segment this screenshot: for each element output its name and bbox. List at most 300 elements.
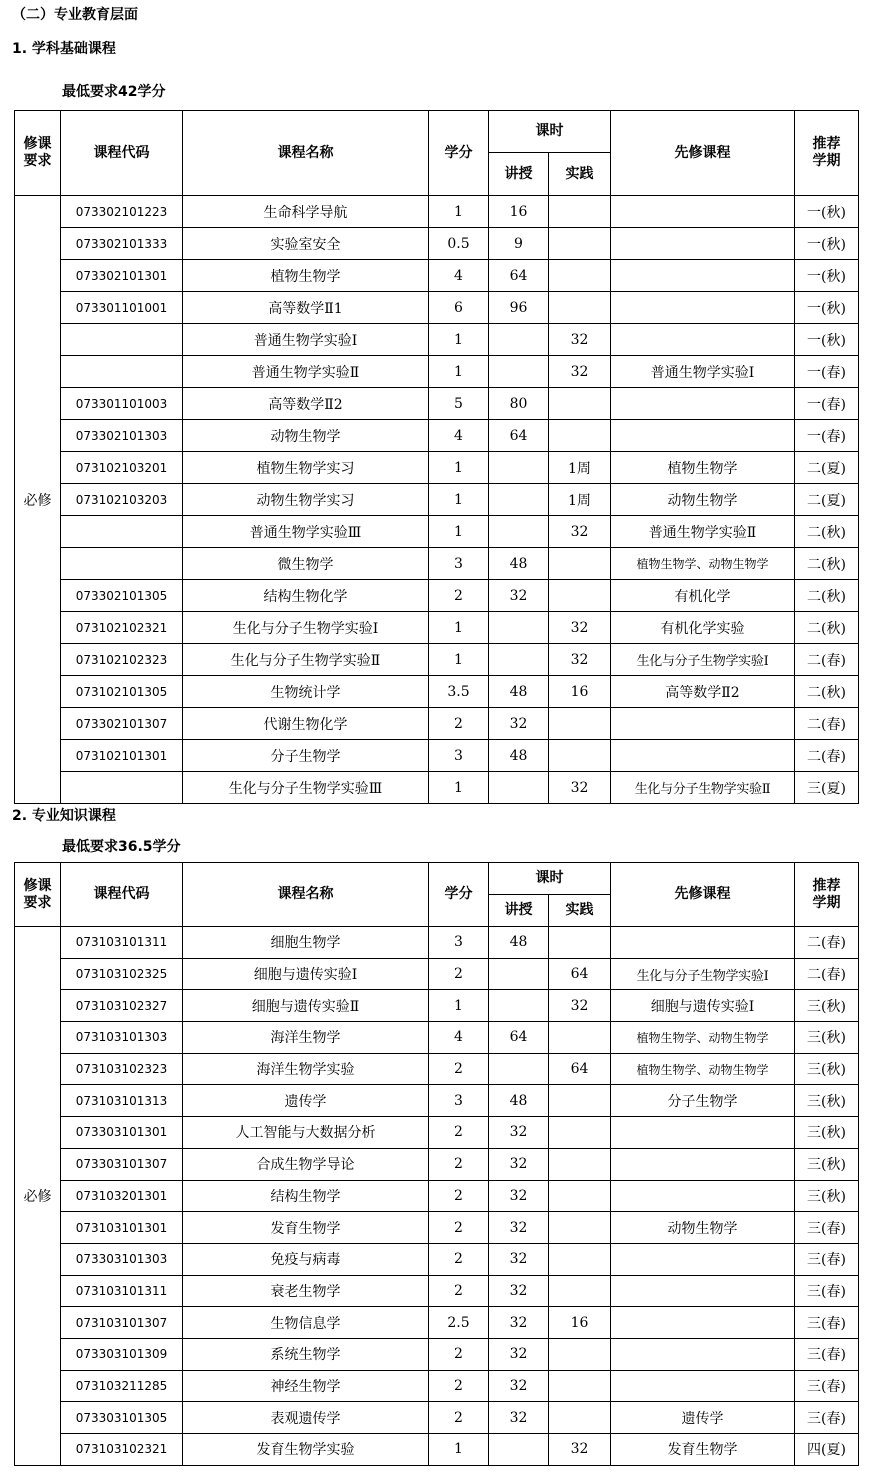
course-practice-hours: 32 bbox=[549, 356, 611, 388]
table-row bbox=[15, 1434, 859, 1466]
course-lecture-hours bbox=[489, 484, 549, 516]
table-row bbox=[15, 927, 859, 959]
course-prereq bbox=[611, 1338, 795, 1370]
course-credits: 1 bbox=[429, 516, 489, 548]
course-practice-hours: 32 bbox=[549, 772, 611, 804]
course-credits: 1 bbox=[429, 990, 489, 1022]
course-name: 植物生物学 bbox=[183, 260, 429, 292]
course-lecture-hours: 32 bbox=[489, 1402, 549, 1434]
course-practice-hours bbox=[549, 1402, 611, 1434]
course-name: 结构生物化学 bbox=[183, 580, 429, 612]
course-name: 生化与分子生物学实验Ⅲ bbox=[183, 772, 429, 804]
course-lecture-hours: 16 bbox=[489, 196, 549, 228]
col-hours: 课时 bbox=[489, 111, 611, 153]
course-name: 海洋生物学实验 bbox=[183, 1053, 429, 1085]
course-lecture-hours bbox=[489, 644, 549, 676]
course-term: 一(秋) bbox=[795, 228, 859, 260]
course-credits: 2 bbox=[429, 1180, 489, 1212]
course-lecture-hours: 9 bbox=[489, 228, 549, 260]
course-term: 三(春) bbox=[795, 1402, 859, 1434]
course-lecture-hours: 32 bbox=[489, 1307, 549, 1339]
course-lecture-hours: 32 bbox=[489, 1212, 549, 1244]
course-code: 073102103201 bbox=[61, 452, 183, 484]
course-name: 表观遗传学 bbox=[183, 1402, 429, 1434]
course-credits: 2 bbox=[429, 1370, 489, 1402]
course-name: 普通生物学实验Ⅱ bbox=[183, 356, 429, 388]
table-row bbox=[15, 1307, 859, 1339]
course-credits: 1 bbox=[429, 1434, 489, 1466]
course-name: 生化与分子生物学实验Ⅰ bbox=[183, 612, 429, 644]
course-term: 三(秋) bbox=[795, 990, 859, 1022]
course-term: 一(春) bbox=[795, 356, 859, 388]
course-name: 衰老生物学 bbox=[183, 1275, 429, 1307]
course-practice-hours bbox=[549, 708, 611, 740]
course-practice-hours bbox=[549, 580, 611, 612]
course-credits: 4 bbox=[429, 1022, 489, 1054]
col-code: 课程代码 bbox=[61, 111, 183, 196]
course-practice-hours bbox=[549, 548, 611, 580]
course-name: 发育生物学实验 bbox=[183, 1434, 429, 1466]
course-code: 073103101311 bbox=[61, 927, 183, 959]
course-credits: 3 bbox=[429, 740, 489, 772]
course-prereq: 生化与分子生物学实验Ⅰ bbox=[611, 644, 795, 676]
col-lecture: 讲授 bbox=[489, 895, 549, 927]
course-lecture-hours: 32 bbox=[489, 1117, 549, 1149]
col-term: 推荐 学期 bbox=[795, 863, 859, 927]
course-credits: 1 bbox=[429, 644, 489, 676]
course-practice-hours: 1周 bbox=[549, 452, 611, 484]
course-code: 073102102323 bbox=[61, 644, 183, 676]
table-row bbox=[15, 740, 859, 772]
course-name: 海洋生物学 bbox=[183, 1022, 429, 1054]
course-prereq bbox=[611, 196, 795, 228]
col-practice: 实践 bbox=[549, 153, 611, 196]
course-lecture-hours: 32 bbox=[489, 1370, 549, 1402]
course-practice-hours: 32 bbox=[549, 612, 611, 644]
course-lecture-hours bbox=[489, 356, 549, 388]
course-name: 生命科学导航 bbox=[183, 196, 429, 228]
course-credits: 3 bbox=[429, 927, 489, 959]
table-row bbox=[15, 1148, 859, 1180]
table-row bbox=[15, 228, 859, 260]
table-row bbox=[15, 260, 859, 292]
course-name: 细胞生物学 bbox=[183, 927, 429, 959]
course-code: 073302101307 bbox=[61, 708, 183, 740]
course-term: 三(春) bbox=[795, 1243, 859, 1275]
course-lecture-hours bbox=[489, 612, 549, 644]
table-row bbox=[15, 292, 859, 324]
course-lecture-hours: 48 bbox=[489, 676, 549, 708]
table-row bbox=[15, 356, 859, 388]
course-lecture-hours: 64 bbox=[489, 1022, 549, 1054]
course-code: 073103101307 bbox=[61, 1307, 183, 1339]
course-term: 三(春) bbox=[795, 1212, 859, 1244]
course-lecture-hours: 64 bbox=[489, 260, 549, 292]
course-prereq: 植物生物学、动物生物学 bbox=[611, 1053, 795, 1085]
table-row bbox=[15, 388, 859, 420]
course-lecture-hours: 32 bbox=[489, 1338, 549, 1370]
course-lecture-hours bbox=[489, 1434, 549, 1466]
course-name: 生化与分子生物学实验Ⅱ bbox=[183, 644, 429, 676]
course-prereq bbox=[611, 228, 795, 260]
course-code bbox=[61, 516, 183, 548]
course-term: 三(春) bbox=[795, 1370, 859, 1402]
course-prereq: 动物生物学 bbox=[611, 484, 795, 516]
course-prereq bbox=[611, 1148, 795, 1180]
course-code: 073103101311 bbox=[61, 1275, 183, 1307]
course-prereq: 高等数学Ⅱ2 bbox=[611, 676, 795, 708]
course-credits: 1 bbox=[429, 484, 489, 516]
table-row bbox=[15, 772, 859, 804]
course-term: 一(秋) bbox=[795, 196, 859, 228]
course-code: 073103101301 bbox=[61, 1212, 183, 1244]
course-credits: 1 bbox=[429, 612, 489, 644]
course-practice-hours bbox=[549, 1370, 611, 1402]
table-row bbox=[15, 548, 859, 580]
course-credits: 5 bbox=[429, 388, 489, 420]
course-prereq: 动物生物学 bbox=[611, 1212, 795, 1244]
course-lecture-hours bbox=[489, 772, 549, 804]
table-row bbox=[15, 1117, 859, 1149]
course-code: 073103102327 bbox=[61, 990, 183, 1022]
course-credits: 1 bbox=[429, 452, 489, 484]
course-credits: 2.5 bbox=[429, 1307, 489, 1339]
col-requirement: 修课 要求 bbox=[15, 111, 61, 196]
course-code bbox=[61, 356, 183, 388]
course-code: 073103201301 bbox=[61, 1180, 183, 1212]
course-term: 二(夏) bbox=[795, 484, 859, 516]
course-term: 三(春) bbox=[795, 1275, 859, 1307]
course-practice-hours: 32 bbox=[549, 516, 611, 548]
course-prereq: 分子生物学 bbox=[611, 1085, 795, 1117]
course-credits: 2 bbox=[429, 1338, 489, 1370]
course-prereq bbox=[611, 260, 795, 292]
course-name: 免疫与病毒 bbox=[183, 1243, 429, 1275]
foundation-course-table bbox=[14, 110, 859, 804]
col-code: 课程代码 bbox=[61, 863, 183, 927]
course-lecture-hours bbox=[489, 958, 549, 990]
course-practice-hours: 16 bbox=[549, 676, 611, 708]
course-practice-hours bbox=[549, 927, 611, 959]
course-term: 三(秋) bbox=[795, 1148, 859, 1180]
course-code: 073302101303 bbox=[61, 420, 183, 452]
course-prereq bbox=[611, 420, 795, 452]
course-code: 073102103203 bbox=[61, 484, 183, 516]
course-code: 073103102323 bbox=[61, 1053, 183, 1085]
course-name: 微生物学 bbox=[183, 548, 429, 580]
course-lecture-hours: 32 bbox=[489, 1180, 549, 1212]
course-term: 二(秋) bbox=[795, 580, 859, 612]
course-lecture-hours bbox=[489, 324, 549, 356]
course-name: 人工智能与大数据分析 bbox=[183, 1117, 429, 1149]
course-name: 结构生物学 bbox=[183, 1180, 429, 1212]
course-term: 一(秋) bbox=[795, 292, 859, 324]
table-row bbox=[15, 1053, 859, 1085]
course-practice-hours bbox=[549, 228, 611, 260]
course-lecture-hours bbox=[489, 1053, 549, 1085]
course-code: 073103211285 bbox=[61, 1370, 183, 1402]
col-lecture: 讲授 bbox=[489, 153, 549, 196]
course-prereq: 植物生物学、动物生物学 bbox=[611, 1022, 795, 1054]
table-row bbox=[15, 452, 859, 484]
course-lecture-hours bbox=[489, 452, 549, 484]
course-code bbox=[61, 548, 183, 580]
table-row bbox=[15, 676, 859, 708]
table-row bbox=[15, 1180, 859, 1212]
table-row bbox=[15, 958, 859, 990]
part1-min-requirement: 最低要求42学分 bbox=[62, 84, 166, 100]
course-prereq bbox=[611, 1275, 795, 1307]
col-credits: 学分 bbox=[429, 863, 489, 927]
course-credits: 2 bbox=[429, 958, 489, 990]
course-prereq bbox=[611, 1180, 795, 1212]
course-code: 073102102321 bbox=[61, 612, 183, 644]
course-code: 073302101305 bbox=[61, 580, 183, 612]
table-row bbox=[15, 612, 859, 644]
course-practice-hours bbox=[549, 1243, 611, 1275]
course-prereq bbox=[611, 388, 795, 420]
course-prereq: 植物生物学、动物生物学 bbox=[611, 548, 795, 580]
table-row bbox=[15, 324, 859, 356]
table-row bbox=[15, 708, 859, 740]
course-prereq: 普通生物学实验Ⅰ bbox=[611, 356, 795, 388]
course-practice-hours bbox=[549, 1212, 611, 1244]
course-name: 植物生物学实习 bbox=[183, 452, 429, 484]
course-code bbox=[61, 772, 183, 804]
course-name: 发育生物学 bbox=[183, 1212, 429, 1244]
course-credits: 2 bbox=[429, 1243, 489, 1275]
course-lecture-hours: 64 bbox=[489, 420, 549, 452]
course-credits: 1 bbox=[429, 324, 489, 356]
course-name: 系统生物学 bbox=[183, 1338, 429, 1370]
course-term: 三(秋) bbox=[795, 1053, 859, 1085]
course-credits: 1 bbox=[429, 772, 489, 804]
course-lecture-hours: 32 bbox=[489, 708, 549, 740]
course-lecture-hours: 80 bbox=[489, 388, 549, 420]
requirement-cell: 必修 bbox=[15, 927, 61, 1466]
course-prereq bbox=[611, 324, 795, 356]
course-practice-hours bbox=[549, 260, 611, 292]
table-row bbox=[15, 196, 859, 228]
course-code bbox=[61, 324, 183, 356]
col-name: 课程名称 bbox=[183, 863, 429, 927]
course-code: 073303101309 bbox=[61, 1338, 183, 1370]
course-prereq bbox=[611, 927, 795, 959]
table-row bbox=[15, 1212, 859, 1244]
course-prereq: 发育生物学 bbox=[611, 1434, 795, 1466]
table-row bbox=[15, 484, 859, 516]
course-practice-hours: 1周 bbox=[549, 484, 611, 516]
table-row bbox=[15, 1243, 859, 1275]
course-term: 二(秋) bbox=[795, 676, 859, 708]
course-prereq: 有机化学实验 bbox=[611, 612, 795, 644]
course-code: 073303101305 bbox=[61, 1402, 183, 1434]
course-lecture-hours: 48 bbox=[489, 740, 549, 772]
course-prereq: 生化与分子生物学实验Ⅰ bbox=[611, 958, 795, 990]
course-code: 073103101313 bbox=[61, 1085, 183, 1117]
course-credits: 1 bbox=[429, 356, 489, 388]
course-credits: 2 bbox=[429, 580, 489, 612]
course-lecture-hours: 32 bbox=[489, 580, 549, 612]
course-name: 动物生物学 bbox=[183, 420, 429, 452]
table-row bbox=[15, 420, 859, 452]
course-prereq: 有机化学 bbox=[611, 580, 795, 612]
course-credits: 3 bbox=[429, 1085, 489, 1117]
course-credits: 4 bbox=[429, 420, 489, 452]
course-name: 细胞与遗传实验Ⅱ bbox=[183, 990, 429, 1022]
course-term: 二(秋) bbox=[795, 516, 859, 548]
course-lecture-hours: 32 bbox=[489, 1148, 549, 1180]
part1-title: 1. 学科基础课程 bbox=[12, 41, 116, 57]
course-term: 二(春) bbox=[795, 708, 859, 740]
course-name: 生物统计学 bbox=[183, 676, 429, 708]
course-term: 一(春) bbox=[795, 388, 859, 420]
course-practice-hours bbox=[549, 1338, 611, 1370]
col-name: 课程名称 bbox=[183, 111, 429, 196]
course-name: 合成生物学导论 bbox=[183, 1148, 429, 1180]
course-credits: 6 bbox=[429, 292, 489, 324]
course-term: 一(春) bbox=[795, 420, 859, 452]
col-credits: 学分 bbox=[429, 111, 489, 196]
course-prereq bbox=[611, 740, 795, 772]
table-row bbox=[15, 1085, 859, 1117]
course-term: 三(秋) bbox=[795, 1180, 859, 1212]
course-name: 分子生物学 bbox=[183, 740, 429, 772]
course-practice-hours bbox=[549, 1148, 611, 1180]
course-prereq bbox=[611, 1117, 795, 1149]
course-prereq: 遗传学 bbox=[611, 1402, 795, 1434]
course-term: 三(夏) bbox=[795, 772, 859, 804]
course-practice-hours: 64 bbox=[549, 1053, 611, 1085]
course-name: 生物信息学 bbox=[183, 1307, 429, 1339]
course-practice-hours bbox=[549, 1180, 611, 1212]
course-lecture-hours bbox=[489, 990, 549, 1022]
col-practice: 实践 bbox=[549, 895, 611, 927]
course-term: 一(秋) bbox=[795, 324, 859, 356]
course-practice-hours: 32 bbox=[549, 990, 611, 1022]
course-credits: 3.5 bbox=[429, 676, 489, 708]
course-lecture-hours: 96 bbox=[489, 292, 549, 324]
course-practice-hours: 16 bbox=[549, 1307, 611, 1339]
table-row bbox=[15, 990, 859, 1022]
part2-title: 2. 专业知识课程 bbox=[12, 808, 116, 824]
course-practice-hours: 32 bbox=[549, 644, 611, 676]
table-row bbox=[15, 1370, 859, 1402]
table-row bbox=[15, 644, 859, 676]
course-name: 动物生物学实习 bbox=[183, 484, 429, 516]
section-title: （二）专业教育层面 bbox=[12, 7, 138, 23]
table-row bbox=[15, 1338, 859, 1370]
course-code: 073302101333 bbox=[61, 228, 183, 260]
course-name: 高等数学Ⅱ2 bbox=[183, 388, 429, 420]
col-requirement: 修课 要求 bbox=[15, 863, 61, 927]
course-practice-hours bbox=[549, 196, 611, 228]
course-prereq bbox=[611, 292, 795, 324]
course-code: 073303101303 bbox=[61, 1243, 183, 1275]
course-term: 二(春) bbox=[795, 740, 859, 772]
col-prereq: 先修课程 bbox=[611, 863, 795, 927]
col-prereq: 先修课程 bbox=[611, 111, 795, 196]
course-prereq bbox=[611, 708, 795, 740]
course-term: 三(秋) bbox=[795, 1022, 859, 1054]
table-row bbox=[15, 1275, 859, 1307]
course-practice-hours bbox=[549, 1022, 611, 1054]
course-code: 073103101303 bbox=[61, 1022, 183, 1054]
course-practice-hours: 32 bbox=[549, 324, 611, 356]
course-term: 二(春) bbox=[795, 644, 859, 676]
course-prereq bbox=[611, 1307, 795, 1339]
course-prereq: 细胞与遗传实验Ⅰ bbox=[611, 990, 795, 1022]
course-term: 一(秋) bbox=[795, 260, 859, 292]
course-credits: 4 bbox=[429, 260, 489, 292]
course-lecture-hours: 32 bbox=[489, 1275, 549, 1307]
course-practice-hours: 32 bbox=[549, 1434, 611, 1466]
table-row bbox=[15, 1402, 859, 1434]
course-term: 二(春) bbox=[795, 958, 859, 990]
course-name: 遗传学 bbox=[183, 1085, 429, 1117]
table-row bbox=[15, 580, 859, 612]
course-name: 高等数学Ⅱ1 bbox=[183, 292, 429, 324]
course-term: 三(秋) bbox=[795, 1117, 859, 1149]
requirement-cell: 必修 bbox=[15, 196, 61, 804]
course-code: 073303101307 bbox=[61, 1148, 183, 1180]
course-code: 073302101301 bbox=[61, 260, 183, 292]
course-lecture-hours: 48 bbox=[489, 927, 549, 959]
course-credits: 2 bbox=[429, 1053, 489, 1085]
course-term: 三(秋) bbox=[795, 1085, 859, 1117]
table-row bbox=[15, 1022, 859, 1054]
course-name: 神经生物学 bbox=[183, 1370, 429, 1402]
course-practice-hours: 64 bbox=[549, 958, 611, 990]
course-term: 二(春) bbox=[795, 927, 859, 959]
course-credits: 2 bbox=[429, 1117, 489, 1149]
course-practice-hours bbox=[549, 1085, 611, 1117]
course-term: 二(夏) bbox=[795, 452, 859, 484]
course-credits: 2 bbox=[429, 1402, 489, 1434]
course-lecture-hours: 48 bbox=[489, 1085, 549, 1117]
course-prereq: 普通生物学实验Ⅱ bbox=[611, 516, 795, 548]
course-term: 三(春) bbox=[795, 1338, 859, 1370]
col-term: 推荐 学期 bbox=[795, 111, 859, 196]
course-credits: 1 bbox=[429, 196, 489, 228]
course-prereq: 植物生物学 bbox=[611, 452, 795, 484]
course-term: 二(秋) bbox=[795, 548, 859, 580]
course-name: 普通生物学实验Ⅰ bbox=[183, 324, 429, 356]
course-lecture-hours: 32 bbox=[489, 1243, 549, 1275]
course-term: 三(春) bbox=[795, 1307, 859, 1339]
course-term: 四(夏) bbox=[795, 1434, 859, 1466]
course-practice-hours bbox=[549, 1117, 611, 1149]
col-hours: 课时 bbox=[489, 863, 611, 895]
course-code: 073102101301 bbox=[61, 740, 183, 772]
course-credits: 2 bbox=[429, 1212, 489, 1244]
course-practice-hours bbox=[549, 740, 611, 772]
course-prereq: 生化与分子生物学实验Ⅱ bbox=[611, 772, 795, 804]
course-name: 细胞与遗传实验Ⅰ bbox=[183, 958, 429, 990]
course-practice-hours bbox=[549, 292, 611, 324]
course-practice-hours bbox=[549, 1275, 611, 1307]
course-credits: 2 bbox=[429, 1275, 489, 1307]
course-name: 代谢生物化学 bbox=[183, 708, 429, 740]
part2-min-requirement: 最低要求36.5学分 bbox=[62, 839, 181, 855]
course-lecture-hours bbox=[489, 516, 549, 548]
course-name: 实验室安全 bbox=[183, 228, 429, 260]
course-practice-hours bbox=[549, 388, 611, 420]
course-credits: 2 bbox=[429, 708, 489, 740]
course-prereq bbox=[611, 1370, 795, 1402]
course-practice-hours bbox=[549, 420, 611, 452]
table-row bbox=[15, 516, 859, 548]
